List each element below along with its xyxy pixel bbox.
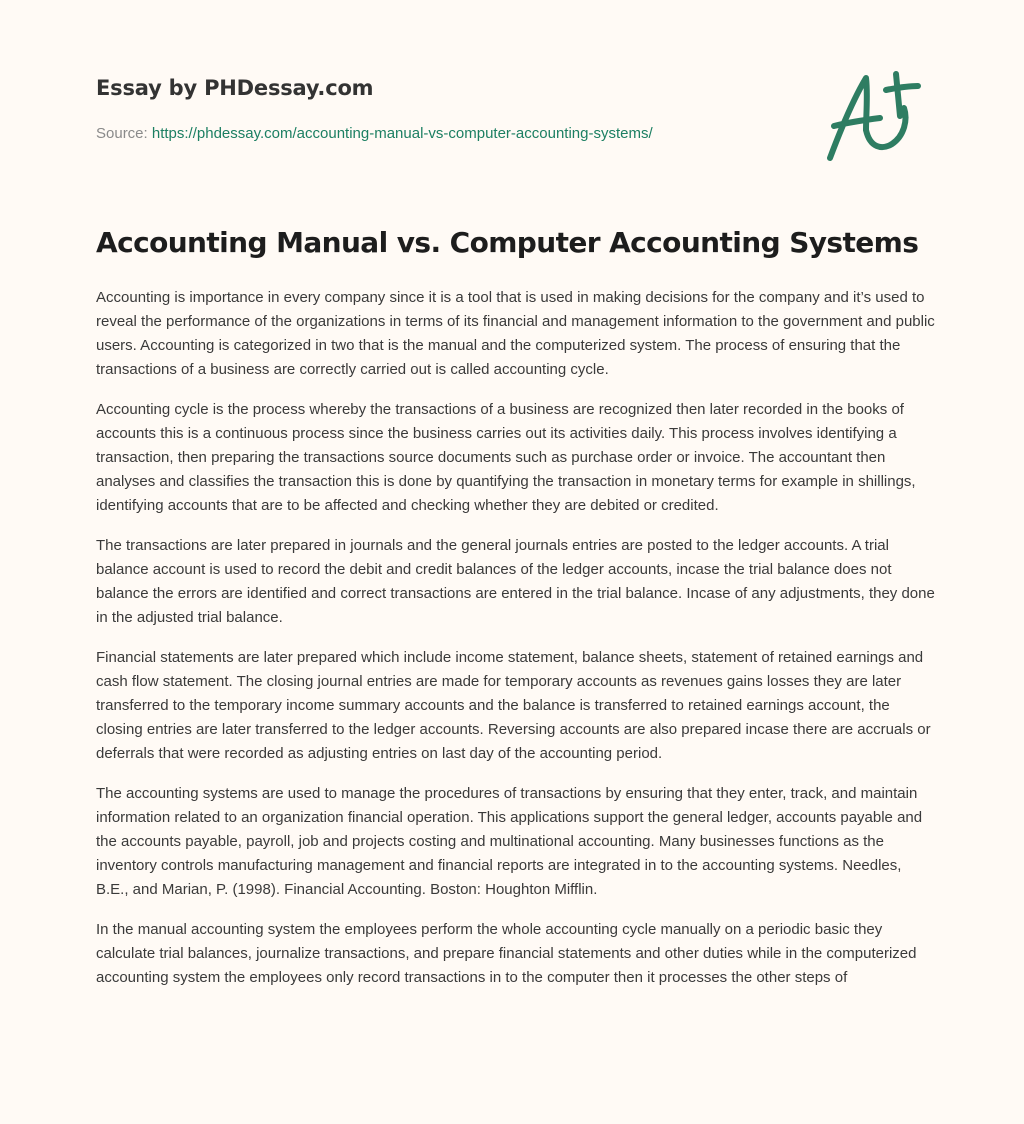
article-body: [96, 286, 936, 1006]
article-paragraph: The transactions are later prepared in journals and the general journals entries are posted to the ledger accounts. A trial balance account is used to record the debit and credit balances of the ledger accounts, incase the trial balance does not balance the errors are identified and correct transactions are entered in the trial balance. Incase of any adjustments, they done in the adjusted trial balance.: [96, 537, 935, 626]
source-label: Source:: [96, 125, 148, 142]
source-link[interactable]: https://phdessay.com/accounting-manual-vs-computer-accounting-systems/: [151, 125, 653, 142]
a-plus-grade-icon: [820, 64, 930, 168]
brand-title: Essay by PHDessay.com: [96, 76, 374, 100]
article-paragraph: Financial statements are later prepared which include income statement, balance sheets, statement of retained earnings and cash flow statement. The closing journal entries are made for temporary accounts as revenues gains losses they are later transferred to the temporary income summary accounts and the balance is transferred to retained earnings account, the closing entries are later transferred to the ledger accounts. Reversing accounts are also prepared incase there are accruals or deferrals that were recorded as adjusting entries on last day of the accounting period.: [96, 649, 931, 762]
source-line: [96, 125, 796, 142]
article-paragraph: The accounting systems are used to manage the procedures of transactions by ensuring that they enter, track, and maintain information related to an organization financial operation. This applications support the general ledger, accounts payable and the accounts payable, payroll, job and projects costing and multinational accounting. Many businesses functions as the inventory controls manufacturing management and financial reports are integrated in to the accounting systems. Needles, B.E., and Marian, P. (1998). Financial Accounting. Boston: Houghton Mifflin.: [96, 785, 923, 898]
article-paragraph: Accounting is importance in every company since it is a tool that is used in making decisions for the company and it’s used to reveal the performance of the organizations in terms of its financial and management information to the government and public users. Accounting is categorized in two that is the manual and the computerized system. The process of ensuring that the transactions of a business are correctly carried out is called accounting cycle.: [96, 289, 935, 378]
article-title: Accounting Manual vs. Computer Accounting Systems: [96, 226, 919, 259]
essay-header: [96, 76, 796, 142]
article-paragraph: In the manual accounting system the employees perform the whole accounting cycle manually on a periodic basic they calculate trial balances, journalize transactions, and prepare financial statements and other duties while in the computerized accounting system the employees only record transactions in to the computer then it processes the other steps of: [96, 921, 917, 986]
article-paragraph: Accounting cycle is the process whereby the transactions of a business are recognized then later recorded in the books of accounts this is a continuous process since the business carries out its activities daily. This process involves identifying a transaction, then preparing the transactions source documents such as purchase order or invoice. The accountant then analyses and classifies the transaction this is done by quantifying the transaction in monetary terms for example in shillings, identifying accounts that are to be affected and checking whether they are debited or credited.: [96, 401, 916, 514]
